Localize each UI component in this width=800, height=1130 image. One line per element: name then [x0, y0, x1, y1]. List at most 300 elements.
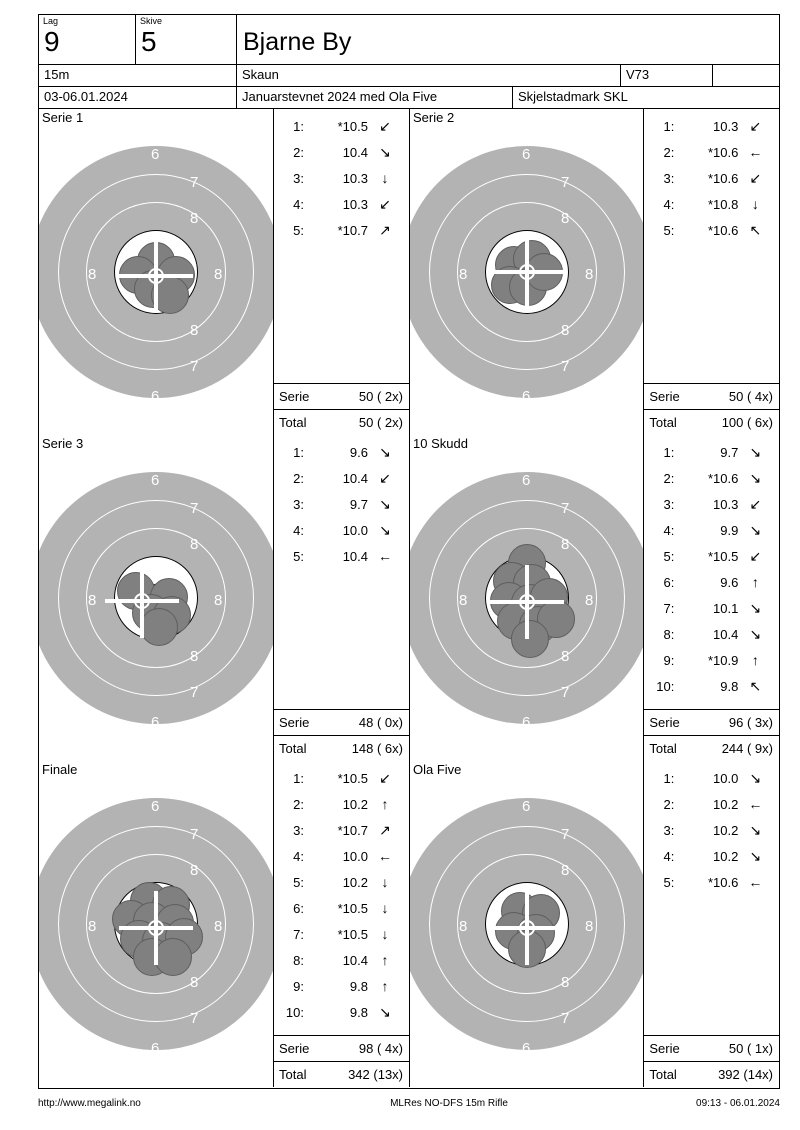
- shot-direction-arrow-icon: ↑: [751, 574, 759, 590]
- target-face: [39, 435, 273, 761]
- skive-value: 5: [141, 26, 157, 57]
- shot-index: 1:: [663, 118, 675, 134]
- shot-value: 10.4: [713, 626, 739, 642]
- shot-value: *10.6: [707, 144, 739, 160]
- shot-row: [274, 139, 409, 165]
- ring-label-8-top: 8: [561, 862, 570, 879]
- serie-total-row: [274, 709, 409, 735]
- shot-row: [274, 491, 409, 517]
- shot-direction-arrow-icon: ↓: [381, 900, 389, 916]
- shot-list: [273, 435, 409, 761]
- ring-label-8-right: 8: [214, 918, 223, 935]
- shot-row: [644, 191, 779, 217]
- shot-value: *10.7: [337, 222, 368, 238]
- shot-index: 6:: [293, 900, 304, 916]
- total-value: 100 ( 6x): [721, 415, 773, 430]
- shot-value: 10.3: [342, 170, 368, 186]
- target-face: [410, 761, 643, 1087]
- serie-label: Serie: [279, 1041, 310, 1056]
- shot-direction-arrow-icon: ↑: [381, 952, 389, 968]
- date-cell: 03-06.01.2024: [39, 87, 237, 108]
- grand-total-row: [274, 409, 409, 435]
- shot-row: [644, 517, 779, 543]
- shot-value: 10.3: [713, 496, 739, 512]
- class-cell: V73: [621, 65, 713, 86]
- shot-row: [644, 791, 779, 817]
- shot-index: 3:: [293, 170, 304, 186]
- ring-label-7-top: 7: [190, 826, 199, 843]
- ring-label-8-top: 8: [561, 210, 570, 227]
- shot-direction-arrow-icon: ↘: [749, 770, 762, 786]
- ring-label-7-top: 7: [561, 826, 570, 843]
- ring-label-8-top: 8: [190, 536, 199, 553]
- series-totals: [644, 709, 779, 761]
- shot-direction-arrow-icon: ↙: [379, 470, 391, 486]
- shot-direction-arrow-icon: ↙: [379, 770, 391, 786]
- shot-rows: [644, 761, 779, 895]
- shot-row: [644, 765, 779, 791]
- shot-row: [644, 465, 779, 491]
- ring-label-7-bottom: 7: [561, 358, 570, 375]
- series-totals: [644, 1035, 779, 1087]
- shot-index: 2:: [663, 470, 675, 486]
- footer-timestamp: 09:13 - 06.01.2024: [696, 1098, 780, 1109]
- ring-label-6-bottom: 6: [151, 388, 160, 405]
- shot-row: [274, 817, 409, 843]
- shot-value: 9.6: [349, 444, 368, 460]
- series-panel: [39, 109, 409, 435]
- shot-direction-arrow-icon: ←: [748, 144, 763, 160]
- shot-list: [643, 109, 779, 435]
- total-value: 148 ( 6x): [351, 741, 403, 756]
- shot-index: 5:: [293, 222, 304, 238]
- shot-row: [644, 869, 779, 895]
- shot-row: [644, 595, 779, 621]
- series-totals: [274, 709, 409, 761]
- total-label: Total: [279, 415, 307, 430]
- lag-value: 9: [44, 26, 60, 57]
- target-face: [410, 109, 643, 435]
- series-panel: [39, 761, 409, 1087]
- lag-cell: [39, 15, 136, 64]
- shot-value: 10.4: [342, 548, 368, 564]
- shot-row: [274, 217, 409, 243]
- total-value: 50 ( 2x): [358, 415, 403, 430]
- shot-index: 4:: [663, 848, 675, 864]
- shot-index: 9:: [293, 978, 304, 994]
- shot-row: [274, 765, 409, 791]
- shot-index: 8:: [663, 626, 675, 642]
- shot-row: [644, 817, 779, 843]
- shot-value: 9.7: [349, 496, 368, 512]
- shot-row: [644, 569, 779, 595]
- shot-direction-arrow-icon: ↘: [749, 822, 762, 838]
- shot-value: *10.5: [707, 548, 739, 564]
- shot-direction-arrow-icon: ←: [748, 796, 763, 812]
- ring-label-8-right: 8: [214, 592, 223, 609]
- shot-index: 8:: [293, 952, 304, 968]
- ring-label-8-left: 8: [88, 918, 97, 935]
- shot-direction-arrow-icon: ↑: [751, 652, 759, 668]
- shot-index: 4:: [293, 848, 304, 864]
- shot-row: [274, 843, 409, 869]
- ring-label-8-right: 8: [585, 918, 594, 935]
- shot-value: 10.2: [342, 874, 368, 890]
- crosshair-center-circle: [519, 594, 535, 610]
- shot-index: 2:: [293, 796, 304, 812]
- shot-value: *10.6: [707, 470, 739, 486]
- ring-label-7-bottom: 7: [190, 684, 199, 701]
- shot-direction-arrow-icon: ↘: [749, 522, 762, 538]
- shot-list: [643, 435, 779, 761]
- total-label: Total: [649, 1067, 677, 1082]
- shot-direction-arrow-icon: ↓: [381, 170, 389, 186]
- shot-value: *10.7: [337, 822, 368, 838]
- report-sheet: [38, 14, 780, 1089]
- target-face: [39, 761, 273, 1087]
- shot-direction-arrow-icon: ↙: [379, 118, 391, 134]
- event-cell: Januarstevnet 2024 med Ola Five: [237, 87, 513, 108]
- shot-direction-arrow-icon: ↖: [749, 222, 762, 238]
- shot-index: 3:: [293, 496, 304, 512]
- shot-index: 5:: [663, 548, 675, 564]
- shot-value: *10.9: [707, 652, 739, 668]
- series-title: Serie 2: [413, 110, 455, 125]
- shot-list: [643, 761, 779, 1087]
- shot-value: *10.5: [337, 118, 368, 134]
- shot-row: [644, 165, 779, 191]
- shot-value: 9.9: [720, 522, 739, 538]
- shot-value: 10.1: [713, 600, 739, 616]
- serie-total-row: [274, 1035, 409, 1061]
- shot-direction-arrow-icon: ↖: [749, 678, 762, 694]
- ring-label-8-top: 8: [190, 210, 199, 227]
- shot-value: 10.0: [713, 770, 739, 786]
- shot-row: [644, 673, 779, 699]
- shot-row: [274, 191, 409, 217]
- series-panel: [409, 435, 779, 761]
- shot-rows: [274, 109, 409, 243]
- shot-value: 10.0: [342, 522, 368, 538]
- shot-row: [644, 491, 779, 517]
- serie-label: Serie: [649, 715, 680, 730]
- shot-index: 9:: [663, 652, 675, 668]
- shot-index: 1:: [293, 118, 304, 134]
- serie-value: 50 ( 1x): [728, 1041, 773, 1056]
- ring-label-8-bottom: 8: [561, 974, 570, 991]
- shot-value: 10.3: [713, 118, 739, 134]
- shot-row: [644, 113, 779, 139]
- shot-direction-arrow-icon: ↓: [381, 926, 389, 942]
- shot-value: 9.8: [349, 978, 368, 994]
- shot-index: 10:: [656, 678, 675, 694]
- ring-label-7-top: 7: [561, 500, 570, 517]
- ring-label-7-top: 7: [190, 500, 199, 517]
- serie-total-row: [644, 1035, 779, 1061]
- shot-index: 5:: [293, 874, 304, 890]
- shot-row: [274, 465, 409, 491]
- shot-row: [274, 517, 409, 543]
- ring-label-6-top: 6: [151, 146, 160, 163]
- shot-direction-arrow-icon: ↘: [749, 848, 762, 864]
- shot-value: 10.2: [713, 796, 739, 812]
- shot-direction-arrow-icon: ↓: [381, 874, 389, 890]
- series-panel: [409, 109, 779, 435]
- shot-direction-arrow-icon: ↘: [379, 1004, 391, 1020]
- ring-label-8-top: 8: [190, 862, 199, 879]
- serie-value: 48 ( 0x): [358, 715, 403, 730]
- ring-label-8-top: 8: [561, 536, 570, 553]
- shot-row: [644, 139, 779, 165]
- grand-total-row: [644, 409, 779, 435]
- shot-value: 9.8: [349, 1004, 368, 1020]
- serie-value: 98 ( 4x): [358, 1041, 403, 1056]
- crosshair-center-circle: [134, 593, 150, 609]
- shot-direction-arrow-icon: ↘: [749, 626, 762, 642]
- shot-value: *10.8: [707, 196, 739, 212]
- ring-label-6-top: 6: [522, 798, 531, 815]
- shot-row: [274, 869, 409, 895]
- header-primary-row: [39, 15, 779, 65]
- total-value: 392 (14x): [718, 1067, 773, 1082]
- shot-direction-arrow-icon: ↘: [749, 600, 762, 616]
- shot-value: *10.5: [337, 926, 368, 942]
- shot-direction-arrow-icon: ↙: [749, 170, 762, 186]
- serie-total-row: [274, 383, 409, 409]
- ring-label-8-right: 8: [585, 266, 594, 283]
- shot-index: 5:: [293, 548, 304, 564]
- shot-index: 3:: [663, 822, 675, 838]
- series-title: 10 Skudd: [413, 436, 468, 451]
- shot-rows: [274, 435, 409, 569]
- ring-label-7-bottom: 7: [561, 1010, 570, 1027]
- shot-value: 10.4: [342, 470, 368, 486]
- shot-index: 2:: [293, 144, 304, 160]
- crosshair-center-circle: [148, 268, 164, 284]
- serie-label: Serie: [279, 715, 310, 730]
- shot-index: 1:: [663, 770, 675, 786]
- total-label: Total: [279, 1067, 307, 1082]
- ring-label-8-left: 8: [88, 266, 97, 283]
- ring-label-6-bottom: 6: [522, 388, 531, 405]
- grand-total-row: [644, 735, 779, 761]
- series-panel: [39, 435, 409, 761]
- ring-label-7-top: 7: [561, 174, 570, 191]
- shot-index: 1:: [663, 444, 675, 460]
- ring-label-8-bottom: 8: [190, 974, 199, 991]
- shot-index: 1:: [293, 770, 304, 786]
- serie-value: 96 ( 3x): [728, 715, 773, 730]
- shot-row: [274, 439, 409, 465]
- shot-list: [273, 761, 409, 1087]
- target-face: [410, 435, 643, 761]
- shot-index: 5:: [663, 874, 675, 890]
- series-title: Finale: [42, 762, 78, 777]
- shot-value: 10.2: [713, 848, 739, 864]
- grand-total-row: [274, 1061, 409, 1087]
- shot-index: 2:: [293, 470, 304, 486]
- serie-total-row: [644, 709, 779, 735]
- shot-direction-arrow-icon: ↘: [749, 444, 762, 460]
- shot-row: [274, 113, 409, 139]
- grand-total-row: [274, 735, 409, 761]
- shot-direction-arrow-icon: ↘: [379, 444, 391, 460]
- target-face: [39, 109, 273, 435]
- shot-row: [274, 973, 409, 999]
- shot-index: 4:: [663, 522, 675, 538]
- shot-index: 3:: [293, 822, 304, 838]
- shot-direction-arrow-icon: ↗: [379, 222, 391, 238]
- series-totals: [274, 1035, 409, 1087]
- ring-label-8-right: 8: [585, 592, 594, 609]
- series-totals: [274, 383, 409, 435]
- shot-index: 3:: [663, 170, 675, 186]
- shot-list: [273, 109, 409, 435]
- shot-index: 5:: [663, 222, 675, 238]
- shot-index: 1:: [293, 444, 304, 460]
- shot-index: 4:: [293, 196, 304, 212]
- shot-index: 4:: [663, 196, 675, 212]
- shot-direction-arrow-icon: ↓: [751, 196, 759, 212]
- shot-row: [274, 921, 409, 947]
- shot-index: 3:: [663, 496, 675, 512]
- shot-index: 6:: [663, 574, 675, 590]
- shot-direction-arrow-icon: ↗: [379, 822, 391, 838]
- shot-direction-arrow-icon: ↘: [749, 470, 762, 486]
- shot-value: 10.0: [342, 848, 368, 864]
- shot-row: [274, 895, 409, 921]
- grand-total-row: [644, 1061, 779, 1087]
- page-footer: [38, 1098, 780, 1109]
- ring-label-8-left: 8: [459, 592, 468, 609]
- skive-cell: [136, 15, 237, 64]
- serie-label: Serie: [279, 389, 310, 404]
- ring-label-7-bottom: 7: [190, 1010, 199, 1027]
- shot-direction-arrow-icon: ↙: [749, 548, 762, 564]
- footer-url[interactable]: http://www.megalink.no: [38, 1098, 141, 1109]
- ring-label-6-top: 6: [522, 146, 531, 163]
- ring-label-8-bottom: 8: [190, 648, 199, 665]
- total-label: Total: [649, 741, 677, 756]
- serie-label: Serie: [649, 1041, 680, 1056]
- shot-row: [274, 165, 409, 191]
- shot-row: [644, 543, 779, 569]
- ring-label-7-bottom: 7: [561, 684, 570, 701]
- shot-row: [644, 843, 779, 869]
- shot-row: [644, 217, 779, 243]
- shot-direction-arrow-icon: ↑: [381, 978, 389, 994]
- shooter-name: Bjarne By: [243, 28, 352, 56]
- ring-label-7-top: 7: [190, 174, 199, 191]
- ring-label-6-bottom: 6: [151, 1040, 160, 1057]
- shot-hole: [511, 620, 549, 658]
- shot-row: [644, 439, 779, 465]
- shot-direction-arrow-icon: ↙: [749, 118, 762, 134]
- shot-hole: [154, 938, 192, 976]
- ring-label-6-bottom: 6: [151, 714, 160, 731]
- club-cell: Skaun: [237, 65, 621, 86]
- shot-value: *10.5: [337, 900, 368, 916]
- shot-hole: [140, 608, 178, 646]
- serie-total-row: [644, 383, 779, 409]
- total-label: Total: [279, 741, 307, 756]
- shot-value: 10.3: [342, 196, 368, 212]
- shooter-name-cell: [237, 15, 779, 64]
- shot-direction-arrow-icon: ↙: [379, 196, 391, 212]
- shot-index: 7:: [293, 926, 304, 942]
- shot-row: [274, 791, 409, 817]
- crosshair-center-circle: [519, 264, 535, 280]
- shot-row: [644, 621, 779, 647]
- shot-value: 10.4: [342, 952, 368, 968]
- footer-program: MLRes NO-DFS 15m Rifle: [390, 1098, 508, 1109]
- header-secondary-row: [39, 65, 779, 87]
- shot-value: 10.2: [342, 796, 368, 812]
- serie-value: 50 ( 4x): [728, 389, 773, 404]
- shot-direction-arrow-icon: ↘: [379, 144, 391, 160]
- ring-label-8-bottom: 8: [561, 322, 570, 339]
- ring-label-8-left: 8: [459, 918, 468, 935]
- shot-value: 10.2: [713, 822, 739, 838]
- ring-label-8-bottom: 8: [190, 322, 199, 339]
- shot-index: 10:: [285, 1004, 304, 1020]
- series-title: Serie 3: [42, 436, 84, 451]
- ring-label-8-left: 8: [88, 592, 97, 609]
- total-value: 244 ( 9x): [721, 741, 773, 756]
- distance-cell: 15m: [39, 65, 237, 86]
- shot-row: [274, 543, 409, 569]
- shot-row: [274, 947, 409, 973]
- ring-label-8-left: 8: [459, 266, 468, 283]
- shot-value: *10.6: [707, 170, 739, 186]
- ring-label-6-bottom: 6: [522, 714, 531, 731]
- shot-row: [644, 647, 779, 673]
- shot-index: 2:: [663, 796, 675, 812]
- ring-label-8-right: 8: [214, 266, 223, 283]
- ring-label-6-top: 6: [151, 798, 160, 815]
- shot-value: *10.6: [707, 874, 739, 890]
- series-grid: [39, 109, 779, 1087]
- series-title: Serie 1: [42, 110, 84, 125]
- series-title: Ola Five: [413, 762, 462, 777]
- serie-value: 50 ( 2x): [358, 389, 403, 404]
- skive-label: Skive: [140, 16, 163, 26]
- shot-direction-arrow-icon: ←: [378, 548, 392, 564]
- crosshair-center-circle: [148, 920, 164, 936]
- shot-rows: [274, 761, 409, 1025]
- header-tertiary-row: [39, 87, 779, 109]
- ring-label-7-bottom: 7: [190, 358, 199, 375]
- crosshair-center-circle: [519, 920, 535, 936]
- shot-direction-arrow-icon: ←: [378, 848, 392, 864]
- shot-index: 7:: [663, 600, 675, 616]
- lag-label: Lag: [43, 16, 59, 26]
- shot-value: 9.6: [720, 574, 739, 590]
- shot-rows: [644, 435, 779, 699]
- shot-row: [274, 999, 409, 1025]
- shot-direction-arrow-icon: ↘: [379, 522, 391, 538]
- shot-direction-arrow-icon: ←: [748, 874, 763, 890]
- organizer-cell: Skjelstadmark SKL: [518, 89, 628, 104]
- ring-label-6-top: 6: [522, 472, 531, 489]
- shot-direction-arrow-icon: ↙: [749, 496, 762, 512]
- shot-direction-arrow-icon: ↘: [379, 496, 391, 512]
- shot-rows: [644, 109, 779, 243]
- ring-label-6-top: 6: [151, 472, 160, 489]
- shot-direction-arrow-icon: ↑: [381, 796, 389, 812]
- shot-index: 2:: [663, 144, 675, 160]
- ring-label-8-bottom: 8: [561, 648, 570, 665]
